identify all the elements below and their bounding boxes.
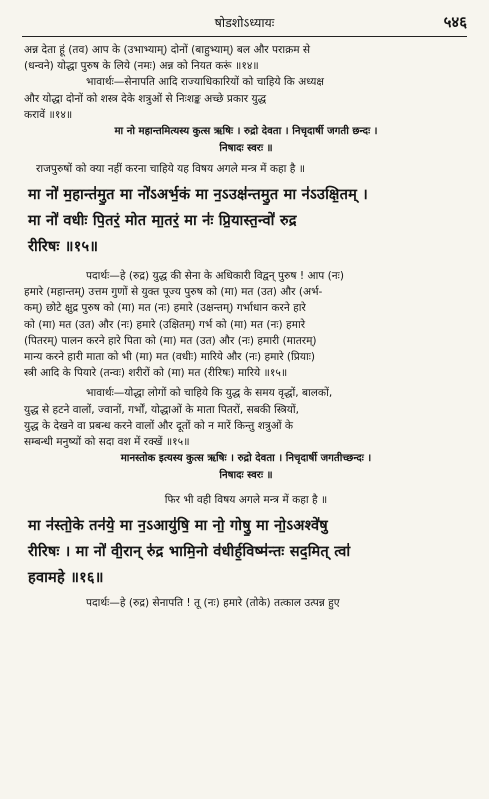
bhavartha-line: और योद्धा दोनों को शस्त्र देके शत्रुओं से निःशङ्क अच्छे प्रकार युद्ध xyxy=(24,92,267,105)
mantra-line: रीरिषः । मा नो॑ वी॒रान् रु॑द्र भामि॒नो व॑धीर्ह॒विष्म॑न्तः सद॒मित् त्वा॑ xyxy=(28,543,351,561)
padartha-line: हमारे (महान्तम्) उत्तम गुणों से युक्त पूज्य पुरुष को (मा) मत (उत) और (अर्भ- xyxy=(24,286,323,299)
mantra-intro: फिर भी वही विषय अगले मन्त्र में कहा है ॥ xyxy=(164,494,328,507)
mantra-line: रीरिषः ॥१५॥ xyxy=(28,238,99,256)
mantra-line: मा नो॑ म॒हान्त॑मु॒त मा नो॑ऽअर्भ॒कं मा न॒ऽउक्ष॑न्तमु॒त मा न॑ऽउक्षि॒तम् । xyxy=(28,186,369,204)
padartha-line: पदार्थः—हे (रुद्र) युद्ध की सेना के अधिकारी विद्वन् पुरुष ! आप (नः) xyxy=(86,270,344,283)
padartha-line: (पितरम्) पालन करने हारे पिता को (मा) मत (उत) और (नः) हमारी (मातरम्) xyxy=(24,334,317,347)
rishi-devata-line: मा नो महान्तमित्यस्य कुत्स ऋषिः । रुद्रो देवता । निचृदार्षी जगती छन्दः । xyxy=(114,126,378,138)
svara-line: निषादः स्वरः ॥ xyxy=(219,143,273,155)
bhavartha-line: भावार्थः—सेनापति आदि राज्याधिकारियों को चाहिये कि अध्यक्ष xyxy=(86,76,324,89)
mantra-line: मा न॑स्तो॒के तन॑ये॒ मा न॒ऽआयु॑षि॒ मा नो॒ गोषु॒ मा नो॒ऽअश्वे॑षु xyxy=(28,517,328,535)
mantra-line: हवामहे ॥१६॥ xyxy=(28,569,104,587)
chapter-title: षोडशोऽध्यायः xyxy=(214,15,275,30)
padartha-line: को (मा) मत (उत) और (नः) हमारे (उक्षितम्) गर्भ को (मा) मत (नः) हमारे xyxy=(24,318,306,331)
header-rule xyxy=(22,36,467,37)
running-header xyxy=(22,12,467,36)
bhavartha-line: युद्ध से हटने वालों, ज्वानों, गर्भों, योद्धाओं के माता पितरों, सबकी स्त्रियों, xyxy=(24,403,300,416)
padartha-line: स्त्री आदि के पियारे (तन्वः) शरीरों को (मा) मत (रीरिषः) मारिये ॥१५॥ xyxy=(24,367,288,380)
mantra-intro: राजपुरुषों को क्या नहीं करना चाहिये यह विषय अगले मन्त्र में कहा है ॥ xyxy=(36,163,306,176)
rishi-devata-line: मानस्तोक इत्यस्य कुत्स ऋषिः । रुद्रो देवता । निचृदार्षी जगतीच्छन्दः । xyxy=(120,453,372,465)
padartha-line: मान्य करने हारी माता को भी (मा) मत (वधीः) मारिये और (नः) हमारे (प्रियाः) xyxy=(24,351,315,364)
svara-line: निषादः स्वरः ॥ xyxy=(219,470,273,482)
bhavartha-line: भावार्थः—योद्धा लोगों को चाहिये कि युद्ध के समय वृद्धों, बालकों, xyxy=(86,387,333,400)
bhavartha-line: करावें ॥१४॥ xyxy=(24,108,73,121)
mantra-line: मा नो॑ वधीः पि॒तरं॒ मोत मा॒तरं॒ मा नः॑ प्रि॒यास्त॒न्वो॑ रुद्र xyxy=(28,212,297,230)
padartha-line: पदार्थः—हे (रुद्र) सेनापति ! तू (नः) हमारे (तोके) तत्काल उत्पन्न हुए xyxy=(86,597,340,610)
bhavartha-line: युद्ध के देखने वा प्रबन्ध करने वालों और दूतों को न मारें किन्तु शत्रुओं के xyxy=(24,419,294,432)
bhavartha-line: सम्बन्धी मनुष्यों को सदा वश में रक्खें ॥१५॥ xyxy=(24,436,190,449)
page-number: ५४६ xyxy=(443,13,467,31)
page-body xyxy=(24,42,468,611)
prev-padartha-line: (धन्वने) योद्धा पुरुष के लिये (नमः) अन्न को नियत करूं ॥१४॥ xyxy=(24,60,259,73)
prev-padartha-line: अन्न देता हूं (तव) आप के (उभाभ्याम्) दोनों (बाहुभ्याम्) बल और पराक्रम से xyxy=(24,44,311,56)
padartha-line: कम्) छोटे क्षुद्र पुरुष को (मा) मत (नः) हमारे (उक्षन्तम्) गर्भाधान करने हारे xyxy=(24,302,306,315)
